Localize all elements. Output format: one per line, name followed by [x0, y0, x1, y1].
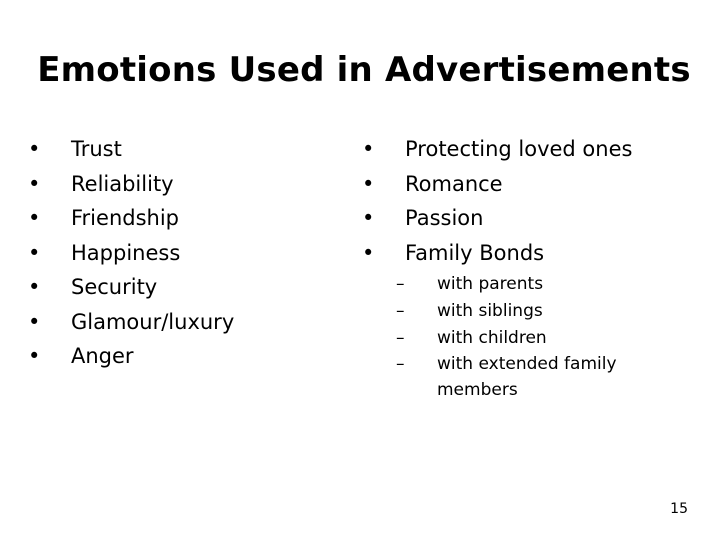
- sub-list-item-text: with siblings: [437, 300, 543, 321]
- bullet-icon: •: [28, 240, 41, 265]
- page-number: 15: [670, 501, 688, 517]
- sub-list-item: [396, 351, 637, 403]
- sub-list-item: [396, 271, 637, 298]
- list-item-text: Family Bonds: [405, 240, 545, 265]
- dash-icon: –: [396, 327, 405, 348]
- bullet-icon: •: [28, 137, 41, 161]
- bullet-icon: •: [362, 206, 375, 230]
- list-item: [362, 201, 632, 236]
- bullet-icon: •: [362, 171, 375, 196]
- list-item: [28, 305, 234, 340]
- list-item: [28, 236, 234, 271]
- bullet-icon: •: [28, 309, 41, 334]
- sub-list-item: [396, 325, 637, 352]
- bullet-icon: •: [28, 275, 41, 299]
- bullet-icon: •: [28, 171, 41, 196]
- list-item-text: Trust: [71, 137, 122, 161]
- list-item-text: Glamour/luxury: [71, 309, 235, 334]
- list-item: [362, 236, 632, 271]
- bullet-icon: •: [28, 206, 41, 230]
- sub-list-item-text: with children: [437, 327, 547, 348]
- list-item: [362, 132, 632, 167]
- list-item-text: Security: [71, 275, 158, 299]
- sub-list-item-text: with parents: [437, 274, 544, 294]
- slide-title: Emotions Used in Advertisements: [37, 50, 691, 90]
- right-bullet-list: [362, 132, 632, 270]
- list-item-text: Passion: [405, 206, 484, 230]
- bullet-icon: •: [28, 344, 41, 368]
- sub-list-item: [396, 298, 637, 325]
- dash-icon: –: [396, 274, 405, 294]
- list-item-text: Protecting loved ones: [405, 137, 633, 161]
- list-item: [28, 270, 234, 305]
- bullet-icon: •: [362, 137, 375, 161]
- list-item-text: Friendship: [71, 206, 179, 230]
- list-item-text: Happiness: [71, 240, 181, 265]
- dash-icon: –: [396, 354, 405, 375]
- list-item-text: Romance: [405, 171, 503, 196]
- sub-list-item-text: with extended family members: [437, 354, 617, 401]
- list-item: [28, 339, 234, 374]
- family-bonds-sub-list: [396, 271, 637, 403]
- list-item-text: Anger: [71, 344, 134, 368]
- list-item: [28, 201, 234, 236]
- dash-icon: –: [396, 300, 405, 321]
- bullet-icon: •: [362, 240, 375, 265]
- list-item: [28, 167, 234, 202]
- list-item: [362, 167, 632, 202]
- list-item: [28, 132, 234, 167]
- list-item-text: Reliability: [71, 171, 174, 196]
- left-bullet-list: [28, 132, 234, 374]
